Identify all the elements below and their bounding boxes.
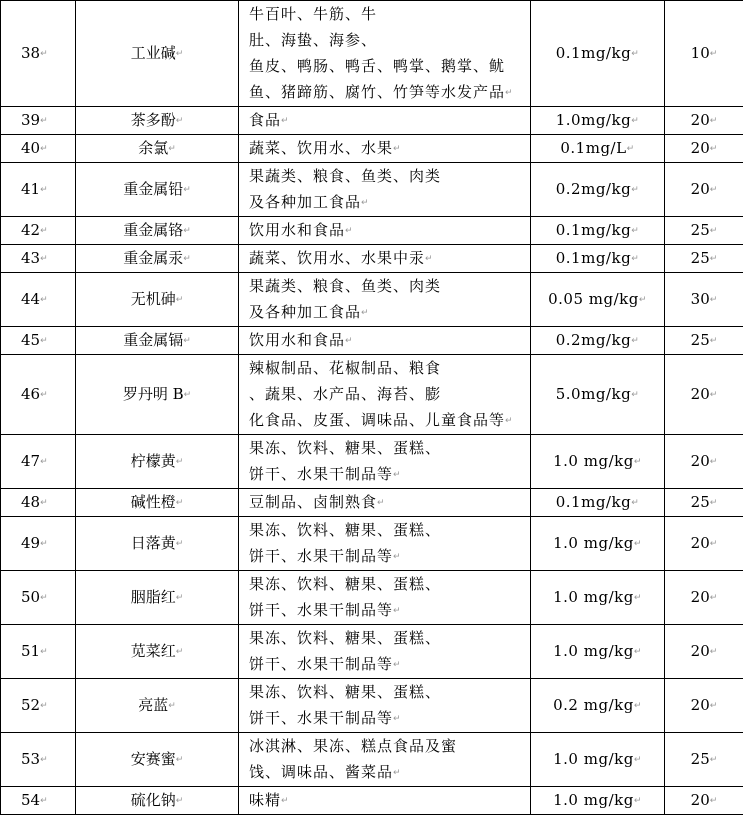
test-item-name-cell (76, 217, 239, 245)
applicable-foods-cell (239, 489, 531, 517)
applicable-foods: 果冻、饮料、糖果、蛋糕、 饼干、水果干制品等 (249, 575, 441, 619)
test-item-name-cell (76, 1, 239, 107)
applicable-foods-cell (239, 571, 531, 625)
detection-limit: 1.0 mg/kg (553, 452, 634, 470)
row-number: 54 (21, 791, 40, 809)
table-row (1, 273, 743, 327)
detection-limit: 0.1mg/kg (556, 221, 631, 239)
detection-limit-cell (531, 571, 665, 625)
row-number-cell (1, 273, 76, 327)
score-value-cell (665, 435, 743, 489)
score-value-cell (665, 571, 743, 625)
paragraph-mark-icon: ↵ (183, 336, 191, 346)
applicable-foods: 辣椒制品、花椒制品、粮食 、蔬果、水产品、海苔、膨 化食品、皮蛋、调味品、儿童食品等 (249, 359, 505, 429)
test-item-name-cell (76, 107, 239, 135)
table-row (1, 355, 743, 435)
test-item-name-cell (76, 163, 239, 217)
score-value-cell (665, 517, 743, 571)
paragraph-mark-icon: ↵ (176, 295, 184, 305)
score-value: 20 (691, 385, 710, 403)
paragraph-mark-icon: ↵ (627, 144, 635, 154)
test-item-name: 重金属铅 (123, 180, 183, 198)
row-number: 38 (21, 44, 40, 62)
score-value: 30 (691, 290, 710, 308)
detection-limit-cell (531, 107, 665, 135)
applicable-foods: 味精 (249, 791, 281, 809)
paragraph-mark-icon: ↵ (40, 755, 48, 765)
score-value: 20 (691, 180, 710, 198)
test-item-name: 硫化钠 (131, 791, 176, 809)
test-item-name-cell (76, 435, 239, 489)
detection-limit: 1.0 mg/kg (553, 642, 634, 660)
row-number: 51 (21, 642, 40, 660)
test-item-name-cell (76, 327, 239, 355)
detection-limit-cell (531, 1, 665, 107)
table-row (1, 1, 743, 107)
test-item-name: 碱性橙 (131, 493, 176, 511)
score-value-cell (665, 107, 743, 135)
row-number-cell (1, 135, 76, 163)
paragraph-mark-icon: ↵ (710, 390, 718, 400)
paragraph-mark-icon: ↵ (634, 593, 642, 603)
table-row (1, 217, 743, 245)
test-item-name-cell (76, 489, 239, 517)
applicable-foods: 饮用水和食品 (249, 331, 345, 349)
table-row (1, 163, 743, 217)
paragraph-mark-icon: ↵ (505, 416, 514, 426)
test-item-name: 安赛蜜 (131, 750, 176, 768)
paragraph-mark-icon: ↵ (176, 457, 184, 467)
paragraph-mark-icon: ↵ (40, 390, 48, 400)
detection-limit: 0.1mg/kg (556, 44, 631, 62)
test-item-name: 重金属汞 (123, 249, 183, 267)
detection-limit-cell (531, 245, 665, 273)
paragraph-mark-icon: ↵ (40, 539, 48, 549)
applicable-foods: 果冻、饮料、糖果、蛋糕、 饼干、水果干制品等 (249, 439, 441, 483)
paragraph-mark-icon: ↵ (631, 254, 639, 264)
table-row (1, 625, 743, 679)
row-number-cell (1, 355, 76, 435)
applicable-foods: 豆制品、卤制熟食 (249, 493, 377, 511)
paragraph-mark-icon: ↵ (40, 647, 48, 657)
table-row (1, 517, 743, 571)
row-number-cell (1, 245, 76, 273)
test-item-name-cell (76, 733, 239, 787)
test-item-name: 日落黄 (131, 534, 176, 552)
table-row (1, 733, 743, 787)
row-number: 46 (21, 385, 40, 403)
test-item-name-cell (76, 787, 239, 815)
paragraph-mark-icon: ↵ (183, 254, 191, 264)
row-number: 43 (21, 249, 40, 267)
paragraph-mark-icon: ↵ (710, 755, 718, 765)
paragraph-mark-icon: ↵ (710, 457, 718, 467)
row-number: 50 (21, 588, 40, 606)
score-value: 20 (691, 452, 710, 470)
score-value-cell (665, 135, 743, 163)
test-item-name: 重金属铬 (123, 221, 183, 239)
test-item-name: 余氯 (138, 139, 168, 157)
score-value-cell (665, 217, 743, 245)
paragraph-mark-icon: ↵ (639, 295, 647, 305)
paragraph-mark-icon: ↵ (40, 116, 48, 126)
paragraph-mark-icon: ↵ (710, 254, 718, 264)
paragraph-mark-icon: ↵ (40, 226, 48, 236)
table-row (1, 787, 743, 815)
test-item-name: 胭脂红 (131, 588, 176, 606)
test-item-name-cell (76, 571, 239, 625)
paragraph-mark-icon: ↵ (634, 647, 642, 657)
paragraph-mark-icon: ↵ (40, 498, 48, 508)
detection-limit: 0.2mg/kg (556, 180, 631, 198)
paragraph-mark-icon: ↵ (40, 49, 48, 59)
score-value-cell (665, 625, 743, 679)
row-number-cell (1, 571, 76, 625)
detection-limit: 0.1mg/L (560, 139, 626, 157)
row-number: 48 (21, 493, 40, 511)
applicable-foods-cell (239, 625, 531, 679)
paragraph-mark-icon: ↵ (176, 49, 184, 59)
detection-limit-cell (531, 787, 665, 815)
score-value: 20 (691, 139, 710, 157)
detection-limit: 0.05 mg/kg (548, 290, 639, 308)
detection-limit: 5.0mg/kg (556, 385, 631, 403)
table-row (1, 245, 743, 273)
score-value-cell (665, 273, 743, 327)
applicable-foods-cell (239, 163, 531, 217)
test-item-name: 柠檬黄 (131, 452, 176, 470)
applicable-foods-cell (239, 327, 531, 355)
paragraph-mark-icon: ↵ (710, 336, 718, 346)
test-item-name-cell (76, 273, 239, 327)
paragraph-mark-icon: ↵ (634, 796, 642, 806)
applicable-foods: 食品 (249, 111, 281, 129)
applicable-foods: 饮用水和食品 (249, 221, 345, 239)
applicable-foods: 果冻、饮料、糖果、蛋糕、 饼干、水果干制品等 (249, 629, 441, 673)
paragraph-mark-icon: ↵ (710, 647, 718, 657)
paragraph-mark-icon: ↵ (710, 226, 718, 236)
table-row (1, 435, 743, 489)
paragraph-mark-icon: ↵ (176, 755, 184, 765)
score-value-cell (665, 245, 743, 273)
test-item-name-cell (76, 517, 239, 571)
paragraph-mark-icon: ↵ (393, 144, 402, 154)
score-value: 10 (691, 44, 710, 62)
row-number-cell (1, 517, 76, 571)
detection-limit-cell (531, 489, 665, 517)
detection-limit: 1.0 mg/kg (553, 791, 634, 809)
paragraph-mark-icon: ↵ (710, 49, 718, 59)
score-value-cell (665, 163, 743, 217)
test-item-name-cell (76, 355, 239, 435)
paragraph-mark-icon: ↵ (710, 498, 718, 508)
paragraph-mark-icon: ↵ (631, 336, 639, 346)
paragraph-mark-icon: ↵ (710, 701, 718, 711)
paragraph-mark-icon: ↵ (634, 755, 642, 765)
detection-limit-cell (531, 517, 665, 571)
row-number-cell (1, 733, 76, 787)
row-number: 39 (21, 111, 40, 129)
detection-limit-cell (531, 135, 665, 163)
score-value: 20 (691, 534, 710, 552)
test-item-name: 苋菜红 (131, 642, 176, 660)
score-value: 25 (691, 221, 710, 239)
paragraph-mark-icon: ↵ (40, 457, 48, 467)
test-item-name: 重金属镉 (123, 331, 183, 349)
row-number: 42 (21, 221, 40, 239)
detection-limit: 1.0mg/kg (556, 111, 631, 129)
paragraph-mark-icon: ↵ (631, 226, 639, 236)
table-row (1, 571, 743, 625)
table-body (1, 1, 743, 815)
paragraph-mark-icon: ↵ (168, 144, 176, 154)
paragraph-mark-icon: ↵ (505, 88, 514, 98)
score-value-cell (665, 679, 743, 733)
paragraph-mark-icon: ↵ (634, 457, 642, 467)
paragraph-mark-icon: ↵ (377, 498, 386, 508)
paragraph-mark-icon: ↵ (176, 539, 184, 549)
test-item-name-cell (76, 245, 239, 273)
applicable-foods-cell (239, 733, 531, 787)
paragraph-mark-icon: ↵ (345, 226, 354, 236)
paragraph-mark-icon: ↵ (40, 144, 48, 154)
paragraph-mark-icon: ↵ (710, 796, 718, 806)
paragraph-mark-icon: ↵ (176, 498, 184, 508)
paragraph-mark-icon: ↵ (393, 660, 402, 670)
detection-limit-cell (531, 273, 665, 327)
paragraph-mark-icon: ↵ (634, 701, 642, 711)
paragraph-mark-icon: ↵ (183, 226, 191, 236)
detection-limit: 1.0 mg/kg (553, 750, 634, 768)
paragraph-mark-icon: ↵ (361, 308, 370, 318)
paragraph-mark-icon: ↵ (40, 254, 48, 264)
paragraph-mark-icon: ↵ (425, 254, 434, 264)
paragraph-mark-icon: ↵ (176, 796, 184, 806)
table-row (1, 679, 743, 733)
paragraph-mark-icon: ↵ (710, 185, 718, 195)
paragraph-mark-icon: ↵ (631, 498, 639, 508)
paragraph-mark-icon: ↵ (40, 185, 48, 195)
applicable-foods-cell (239, 517, 531, 571)
detection-limit-cell (531, 625, 665, 679)
paragraph-mark-icon: ↵ (168, 701, 176, 711)
table-row (1, 107, 743, 135)
paragraph-mark-icon: ↵ (710, 539, 718, 549)
paragraph-mark-icon: ↵ (393, 606, 402, 616)
row-number: 47 (21, 452, 40, 470)
row-number-cell (1, 1, 76, 107)
row-number: 40 (21, 139, 40, 157)
applicable-foods-cell (239, 107, 531, 135)
row-number: 41 (21, 180, 40, 198)
detection-limit-cell (531, 679, 665, 733)
detection-limit: 1.0 mg/kg (553, 534, 634, 552)
detection-limit-cell (531, 327, 665, 355)
row-number: 49 (21, 534, 40, 552)
applicable-foods-cell (239, 355, 531, 435)
paragraph-mark-icon: ↵ (710, 295, 718, 305)
score-value: 25 (691, 331, 710, 349)
score-value: 25 (691, 750, 710, 768)
paragraph-mark-icon: ↵ (710, 144, 718, 154)
applicable-foods: 果冻、饮料、糖果、蛋糕、 饼干、水果干制品等 (249, 521, 441, 565)
applicable-foods: 蔬菜、饮用水、水果 (249, 139, 393, 157)
score-value: 20 (691, 588, 710, 606)
paragraph-mark-icon: ↵ (361, 198, 370, 208)
detection-limit-cell (531, 217, 665, 245)
paragraph-mark-icon: ↵ (176, 593, 184, 603)
applicable-foods-cell (239, 245, 531, 273)
row-number: 52 (21, 696, 40, 714)
detection-limit: 0.1mg/kg (556, 249, 631, 267)
row-number-cell (1, 163, 76, 217)
row-number: 44 (21, 290, 40, 308)
paragraph-mark-icon: ↵ (393, 714, 402, 724)
row-number-cell (1, 435, 76, 489)
row-number-cell (1, 679, 76, 733)
row-number-cell (1, 625, 76, 679)
score-value: 25 (691, 249, 710, 267)
score-value-cell (665, 327, 743, 355)
test-item-name-cell (76, 679, 239, 733)
row-number-cell (1, 217, 76, 245)
score-value: 20 (691, 791, 710, 809)
paragraph-mark-icon: ↵ (40, 593, 48, 603)
paragraph-mark-icon: ↵ (184, 390, 192, 400)
test-item-name: 茶多酚 (131, 111, 176, 129)
applicable-foods-cell (239, 787, 531, 815)
row-number: 53 (21, 750, 40, 768)
detection-limit: 0.2mg/kg (556, 331, 631, 349)
row-number-cell (1, 489, 76, 517)
paragraph-mark-icon: ↵ (393, 768, 402, 778)
applicable-foods: 牛百叶、牛筋、牛 肚、海蛰、海参、 鱼皮、鸭肠、鸭舌、鸭掌、鹅掌、鱿鱼、猪蹄筋、腐竹、竹笋等水发产品 (249, 5, 505, 101)
paragraph-mark-icon: ↵ (40, 295, 48, 305)
paragraph-mark-icon: ↵ (40, 336, 48, 346)
score-value-cell (665, 355, 743, 435)
applicable-foods: 果蔬类、粮食、鱼类、肉类 及各种加工食品 (249, 167, 441, 211)
applicable-foods-cell (239, 435, 531, 489)
applicable-foods: 蔬菜、饮用水、水果中汞 (249, 249, 425, 267)
row-number-cell (1, 787, 76, 815)
detection-limit: 0.2 mg/kg (553, 696, 634, 714)
applicable-foods-cell (239, 273, 531, 327)
paragraph-mark-icon: ↵ (631, 49, 639, 59)
applicable-foods-cell (239, 679, 531, 733)
row-number: 45 (21, 331, 40, 349)
test-item-name: 工业碱 (131, 44, 176, 62)
paragraph-mark-icon: ↵ (345, 336, 354, 346)
score-value: 20 (691, 696, 710, 714)
detection-limit: 1.0 mg/kg (553, 588, 634, 606)
applicable-foods: 果冻、饮料、糖果、蛋糕、 饼干、水果干制品等 (249, 683, 441, 727)
paragraph-mark-icon: ↵ (631, 185, 639, 195)
score-value: 25 (691, 493, 710, 511)
paragraph-mark-icon: ↵ (281, 116, 290, 126)
row-number-cell (1, 327, 76, 355)
row-number-cell (1, 107, 76, 135)
test-item-name-cell (76, 625, 239, 679)
paragraph-mark-icon: ↵ (281, 796, 290, 806)
table-row (1, 135, 743, 163)
paragraph-mark-icon: ↵ (176, 116, 184, 126)
table-row (1, 327, 743, 355)
applicable-foods-cell (239, 1, 531, 107)
score-value: 20 (691, 642, 710, 660)
paragraph-mark-icon: ↵ (710, 116, 718, 126)
score-value-cell (665, 1, 743, 107)
test-item-name: 罗丹明 B (123, 385, 184, 403)
paragraph-mark-icon: ↵ (176, 647, 184, 657)
paragraph-mark-icon: ↵ (710, 593, 718, 603)
applicable-foods: 果蔬类、粮食、鱼类、肉类 及各种加工食品 (249, 277, 441, 321)
paragraph-mark-icon: ↵ (40, 701, 48, 711)
test-item-name: 无机砷 (131, 290, 176, 308)
test-item-name-cell (76, 135, 239, 163)
paragraph-mark-icon: ↵ (634, 539, 642, 549)
table-row (1, 489, 743, 517)
paragraph-mark-icon: ↵ (183, 185, 191, 195)
test-item-name: 亮蓝 (138, 696, 168, 714)
detection-limit-cell (531, 355, 665, 435)
score-value-cell (665, 787, 743, 815)
paragraph-mark-icon: ↵ (40, 796, 48, 806)
detection-limit: 0.1mg/kg (556, 493, 631, 511)
applicable-foods-cell (239, 217, 531, 245)
score-value: 20 (691, 111, 710, 129)
paragraph-mark-icon: ↵ (631, 390, 639, 400)
paragraph-mark-icon: ↵ (393, 470, 402, 480)
applicable-foods: 冰淇淋、果冻、糕点食品及蜜 饯、调味品、酱菜品 (249, 737, 457, 781)
detection-limit-cell (531, 435, 665, 489)
paragraph-mark-icon: ↵ (631, 116, 639, 126)
detection-limit-cell (531, 733, 665, 787)
score-value-cell (665, 489, 743, 517)
paragraph-mark-icon: ↵ (393, 552, 402, 562)
score-value-cell (665, 733, 743, 787)
applicable-foods-cell (239, 135, 531, 163)
detection-limit-cell (531, 163, 665, 217)
